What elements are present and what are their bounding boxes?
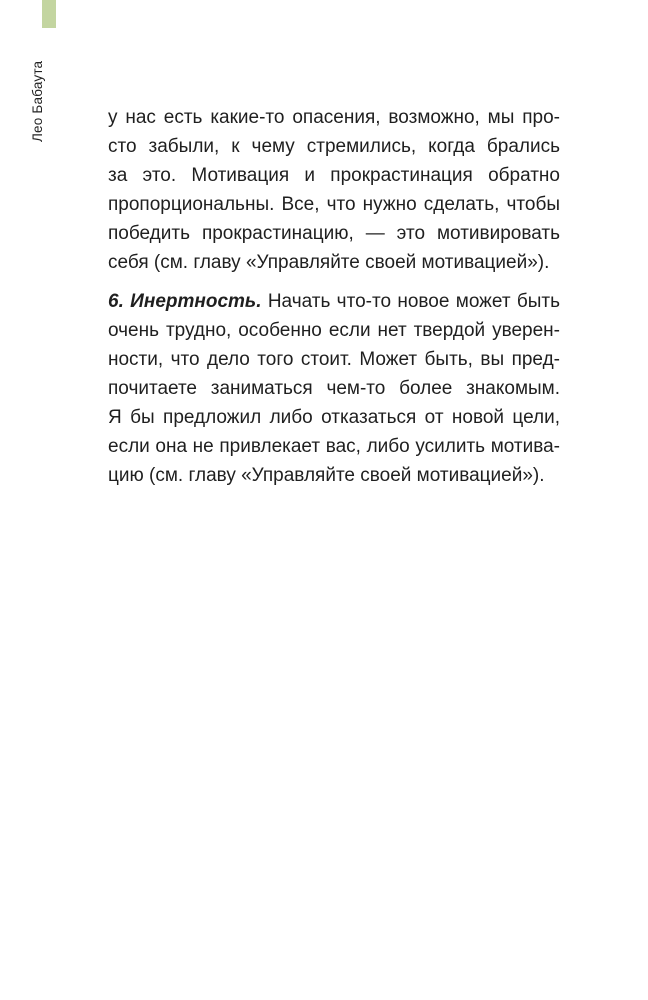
text-line: очень трудно, особенно если нет твердой уверен- xyxy=(108,320,560,341)
text-line: Я бы предложил либо отказаться от новой цели, xyxy=(108,407,560,428)
text-line: за это. Мотивация и прокрастинация обратно xyxy=(108,165,560,186)
text-line-rest: Начать что-то новое может быть xyxy=(261,291,561,312)
text-line: себя (см. главу «Управляйте своей мотивацией»). xyxy=(108,252,550,273)
text-line: если она не привлекает вас, либо усилить мотива- xyxy=(108,436,560,457)
text-line: у нас есть какие-то опасения, возможно, мы про- xyxy=(108,107,560,128)
text-line: ности, что дело того стоит. Может быть, вы пред- xyxy=(108,349,560,370)
paragraph-1 xyxy=(108,103,560,277)
paragraph-2 xyxy=(108,287,560,490)
page-body xyxy=(108,103,560,490)
text-line: сто забыли, к чему стремились, когда брались xyxy=(108,136,560,157)
text-line: цию (см. главу «Управляйте своей мотивацией»). xyxy=(108,465,545,486)
text-line: почитаете заниматься чем-то более знакомым. xyxy=(108,378,560,399)
text-line: пропорциональны. Все, что нужно сделать, чтобы xyxy=(108,194,560,215)
text-line: победить прокрастинацию, — это мотивировать xyxy=(108,223,560,244)
text-line-with-lead xyxy=(108,287,560,316)
paragraph-lead-heading: 6. Инертность. xyxy=(108,291,262,312)
running-head-author: Лео Бабаута xyxy=(30,60,45,142)
